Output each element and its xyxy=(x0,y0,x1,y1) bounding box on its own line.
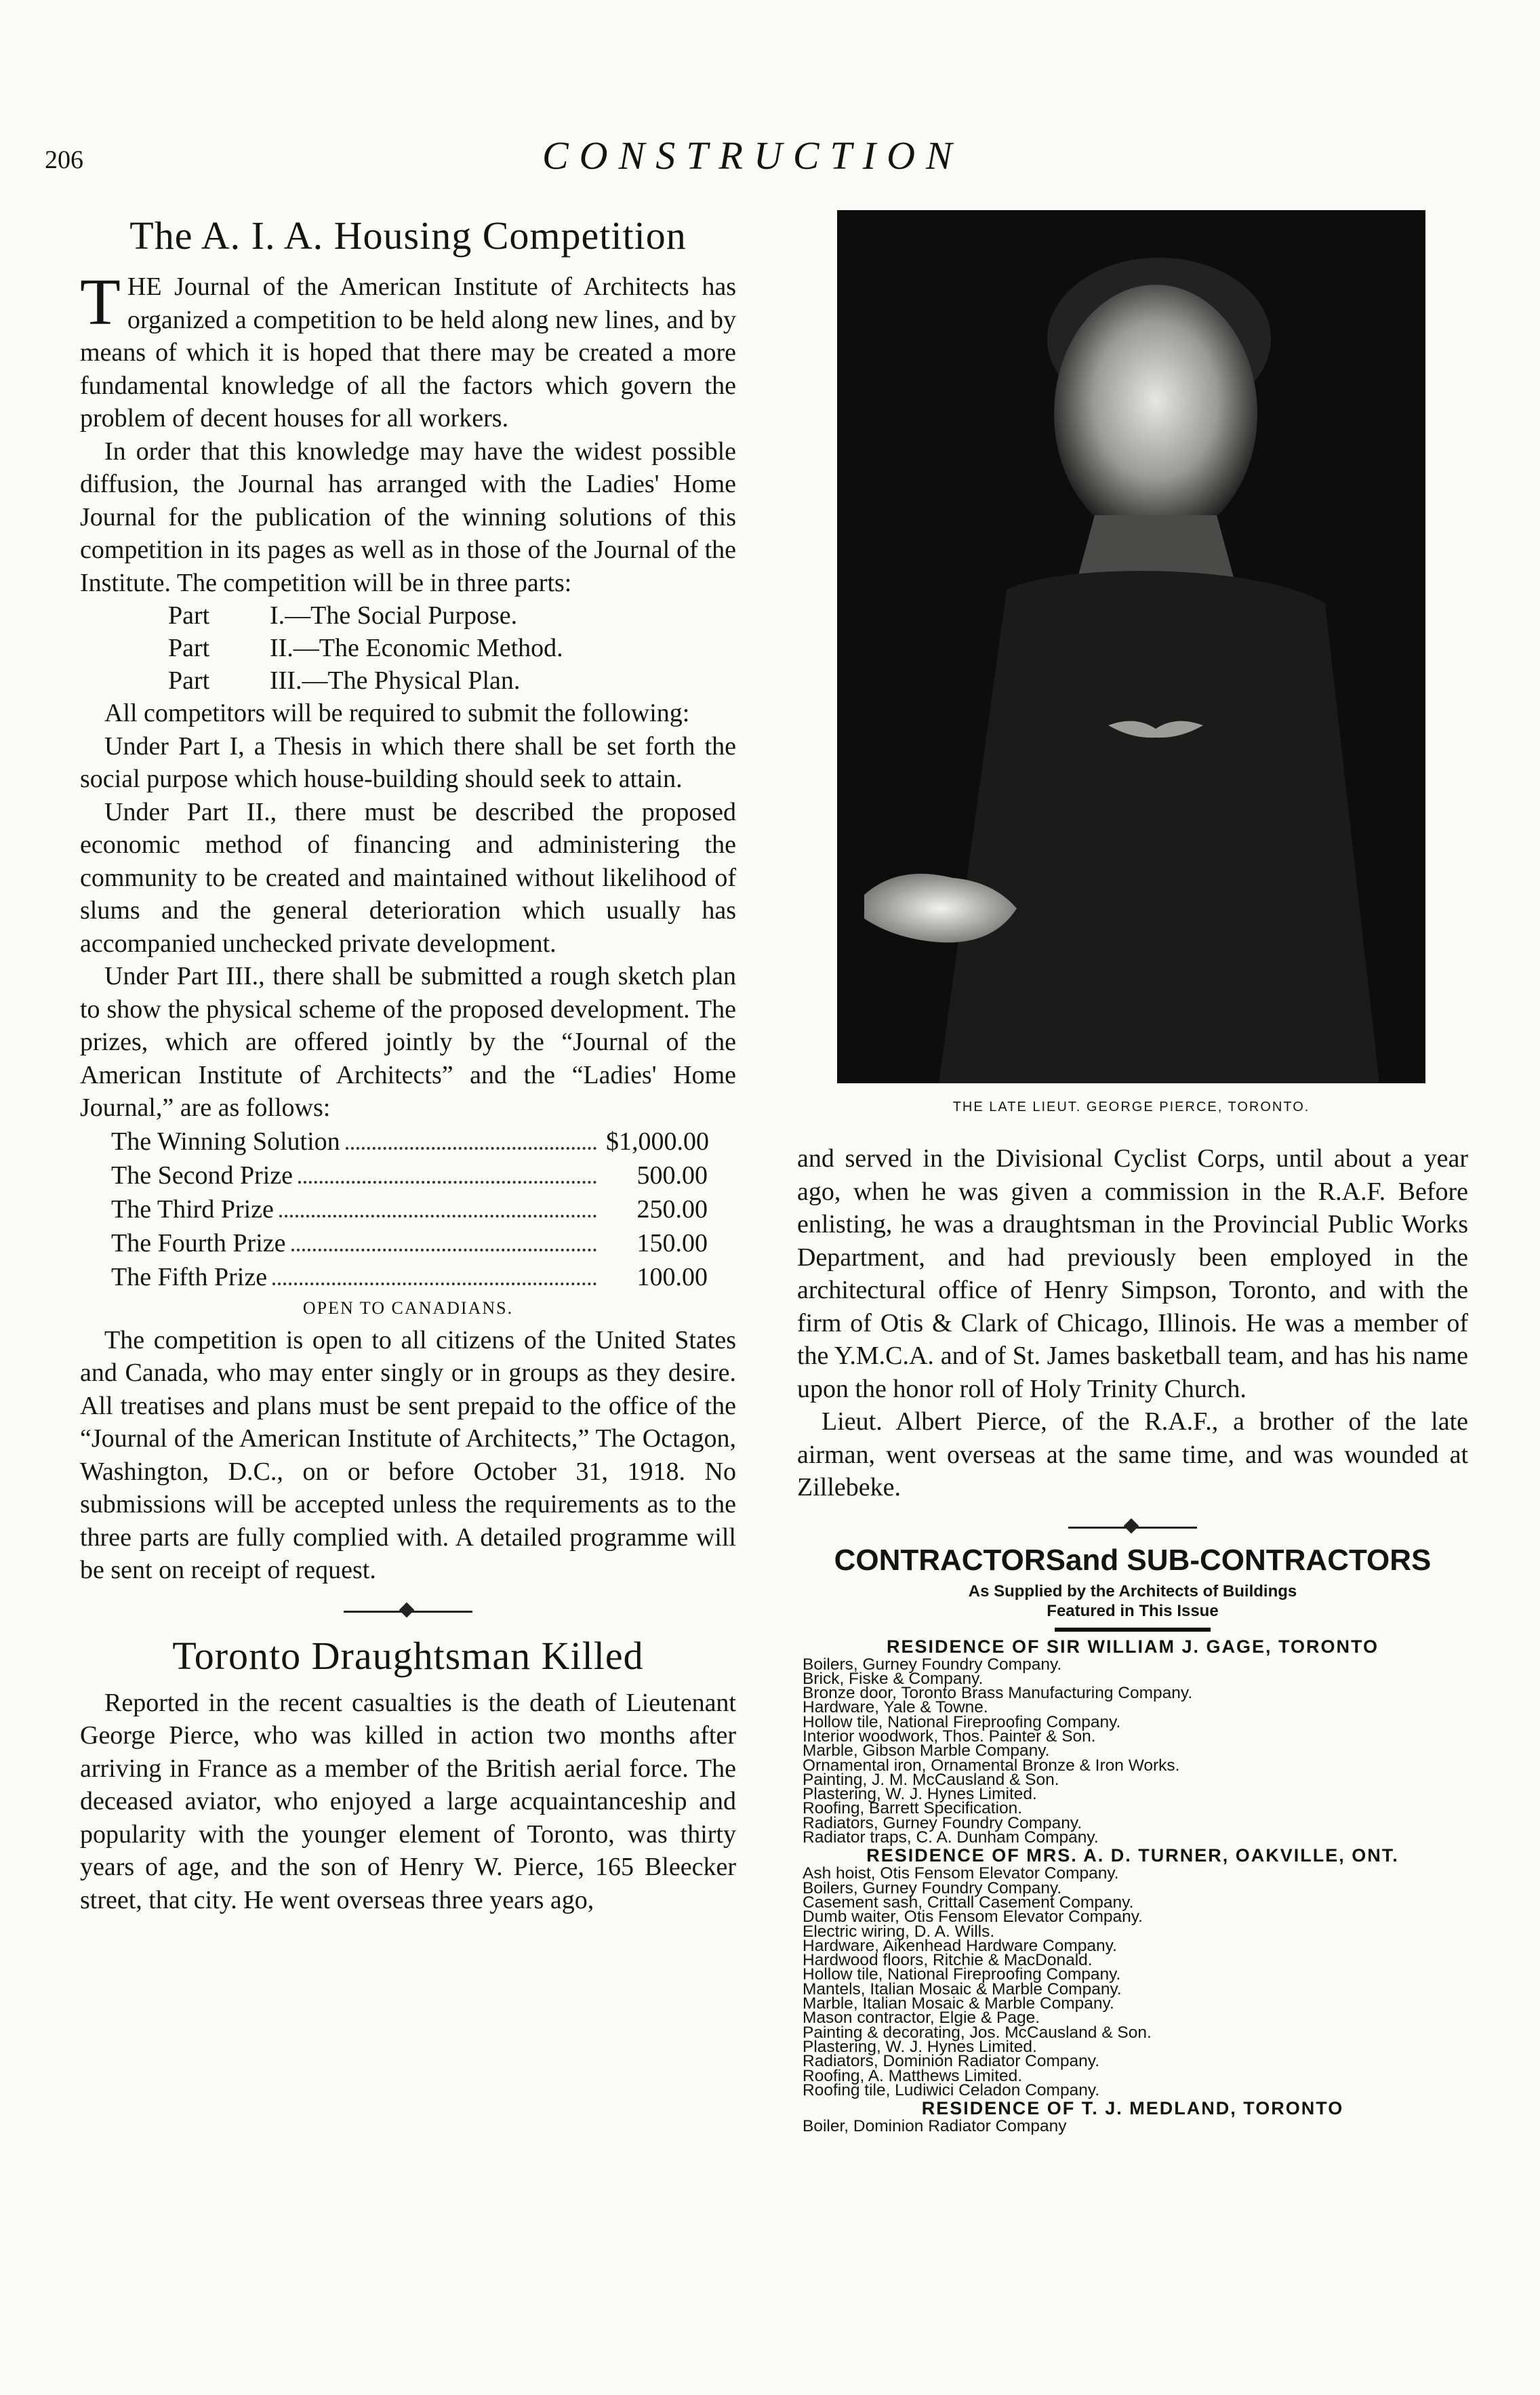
competition-part: Part III.—The Physical Plan. xyxy=(168,666,521,695)
contractors-subtitle-1: As Supplied by the Architects of Buildings xyxy=(968,1582,1297,1601)
contractor-item: Boiler, Dominion Radiator Company xyxy=(803,2117,1067,2136)
contractor-item: Brick, Fiske & Company. xyxy=(803,1669,984,1688)
contractor-item: Electric wiring, D. A. Wills. xyxy=(803,1922,995,1941)
contractor-item: Hollow tile, National Fireproofing Company. xyxy=(803,1965,1121,1984)
housing-paragraph-3: All competitors will be required to submit the following: xyxy=(104,699,690,727)
contractor-item: Marble, Gibson Marble Company. xyxy=(803,1742,1050,1760)
contractor-list-medland xyxy=(797,2117,1468,2136)
competition-parts-list xyxy=(80,599,736,697)
toronto-paragraph-1-continued: and served in the Divisional Cyclist Corps, until about a year ago, when he was given a commission in the R.A.F. Before enlisting, he was a draughtsman in the Provincial Public Works Department, and had previously been employed in the architectural office of Henry Simpson, Toronto, and with the firm of Otis & Clark of Chicago, Illinois. He was a member of the Y.M.C.A. and of St. James basketball team, and has his name upon the honor roll of Holy Trinity Church. xyxy=(797,1144,1468,1403)
prize-table xyxy=(111,1125,708,1294)
contractor-list-turner xyxy=(797,1866,1468,2097)
section-divider xyxy=(1068,1521,1197,1534)
housing-paragraph-4: Under Part I, a Thesis in which there shall be set forth the social purpose which house-building should seek to attain. xyxy=(80,731,736,793)
contractor-item: Interior woodwork, Thos. Painter & Son. xyxy=(803,1727,1096,1746)
page-number: 206 xyxy=(45,146,83,174)
contractor-item: Boilers, Gurney Foundry Company. xyxy=(803,1878,1062,1897)
prize-row: The Fourth Prize 150.00 xyxy=(111,1228,708,1257)
contractor-item: Hollow tile, National Fireproofing Company. xyxy=(803,1712,1121,1731)
housing-paragraph-5: Under Part II., there must be described the proposed economic method of financing and administering the community to be created and maintained without likelihood of slums and the general deterioration which usually has accompanied unchecked private development. xyxy=(80,797,736,958)
contractor-item: Boilers, Gurney Foundry Company. xyxy=(803,1655,1062,1674)
section-divider xyxy=(344,1605,472,1618)
contractor-item: Roofing, Barrett Specification. xyxy=(803,1799,1023,1818)
contractor-item: Painting & decorating, Jos. McCausland & Son. xyxy=(803,2023,1152,2042)
portrait-photo xyxy=(837,210,1425,1083)
contractor-item: Mantels, Italian Mosaic & Marble Company. xyxy=(803,1979,1122,1998)
housing-paragraph-6: Under Part III., there shall be submitted a rough sketch plan to show the physical scheme of the proposed development. The prizes, which are offered jointly by the “Journal of the American Institute of Architects” and the “Ladies' Home Journal,” are as follows: xyxy=(80,962,736,1122)
contractor-item: Marble, Italian Mosaic & Marble Company. xyxy=(803,1994,1114,2013)
portrait-illustration xyxy=(837,210,1425,1083)
contractor-item: Plastering, W. J. Hynes Limited. xyxy=(803,2037,1037,2056)
contractor-item: Mason contractor, Elgie & Page. xyxy=(803,2009,1040,2028)
residence-heading-medland: RESIDENCE OF T. J. MEDLAND, TORONTO xyxy=(921,2098,1344,2119)
contractor-list-gage xyxy=(797,1657,1468,1845)
contractor-item: Roofing, A. Matthews Limited. xyxy=(803,2066,1023,2085)
competition-part: Part I.—The Social Purpose. xyxy=(168,601,518,630)
contractor-item: Radiator traps, C. A. Dunham Company. xyxy=(803,1828,1099,1847)
contractors-subtitle-2: Featured in This Issue xyxy=(1047,1601,1219,1620)
prize-row: The Fifth Prize 100.00 xyxy=(111,1262,708,1291)
right-column xyxy=(797,1142,1468,2136)
housing-article-title: The A. I. A. Housing Competition xyxy=(129,214,687,258)
contractor-item: Painting, J. M. McCausland & Son. xyxy=(803,1770,1059,1789)
prize-row: The Winning Solution $1,000.00 xyxy=(111,1127,709,1156)
contractor-item: Bronze door, Toronto Brass Manufacturing Company. xyxy=(803,1684,1193,1703)
left-column xyxy=(80,213,736,1916)
housing-paragraph-1 xyxy=(80,266,736,435)
running-title: CONSTRUCTION xyxy=(542,134,963,178)
contractor-item: Plastering, W. J. Hynes Limited. xyxy=(803,1785,1037,1804)
open-to-canadians-note: OPEN TO CANADIANS. xyxy=(302,1297,514,1318)
housing-paragraph-7: The competition is open to all citizens of the United States and Canada, who may enter singly or in groups as they desire. All treatises and plans must be sent prepaid to the office of the “Journal of the American Institute of Architects,” The Octagon, Washington, D.C., on or before October 31, 1918. No submissions will be accepted unless the requirements as to the three parts are fully complied with. A detailed programme will be sent on receipt of request. xyxy=(80,1325,736,1584)
contractor-item: Ash hoist, Otis Fensom Elevator Company. xyxy=(803,1864,1119,1883)
contractor-item: Hardware, Aikenhead Hardware Company. xyxy=(803,1936,1117,1955)
contractors-title: CONTRACTORSand SUB-CONTRACTORS xyxy=(834,1543,1432,1577)
contractors-rule xyxy=(1055,1628,1211,1632)
contractor-item: Hardware, Yale & Towne. xyxy=(803,1698,988,1717)
contractor-item: Casement sash, Crittall Casement Company. xyxy=(803,1893,1134,1912)
housing-paragraph-2: In order that this knowledge may have the widest possible diffusion, the Journal has arranged with the Ladies' Home Journal for the publication of the winning solutions of this competition in its pages as well as in those of the Journal of the Institute. The competition will be in three parts: xyxy=(80,437,736,597)
contractor-item: Radiators, Gurney Foundry Company. xyxy=(803,1813,1082,1832)
residence-heading-gage: RESIDENCE OF SIR WILLIAM J. GAGE, TORONTO xyxy=(886,1636,1379,1657)
toronto-paragraph-1: Reported in the recent casualties is the death of Lieutenant George Pierce, who was killed in action two months after arriving in France as a member of the British aerial force. The deceased aviator, who enjoyed a large acquaintanceship and popularity with the younger element of Toronto, was thirty years of age, and the son of Henry W. Pierce, 165 Bleecker street, that city. He went overseas three years ago, xyxy=(80,1688,736,1914)
contractor-item: Roofing tile, Ludiwici Celadon Company. xyxy=(803,2080,1100,2099)
residence-heading-turner: RESIDENCE OF MRS. A. D. TURNER, OAKVILLE, ONT. xyxy=(866,1845,1399,1866)
prize-row: The Third Prize 250.00 xyxy=(111,1194,708,1224)
contractor-item: Radiators, Dominion Radiator Company. xyxy=(803,2052,1100,2071)
prize-row: The Second Prize 500.00 xyxy=(111,1161,708,1190)
toronto-paragraph-2: Lieut. Albert Pierce, of the R.A.F., a brother of the late airman, went overseas at the same time, and was wounded at Zillebeke. xyxy=(797,1407,1468,1502)
housing-paragraph-1-text: HE Journal of the American Institute of Architects has organized a competition to be held along new lines, and by means of which it is hoped that there may be created a more fundamental knowledge of all the factors which govern the problem of decent houses for all workers. xyxy=(80,273,736,432)
competition-part: Part II.—The Economic Method. xyxy=(168,634,563,662)
toronto-article-title: Toronto Draughtsman Killed xyxy=(172,1633,644,1678)
photo-caption: THE LATE LIEUT. GEORGE PIERCE, TORONTO. xyxy=(952,1100,1310,1114)
drop-cap: T xyxy=(80,266,121,339)
contractor-item: Ornamental iron, Ornamental Bronze & Iron Works. xyxy=(803,1756,1180,1775)
contractor-item: Hardwood floors, Ritchie & MacDonald. xyxy=(803,1951,1093,1970)
contractor-item: Dumb waiter, Otis Fensom Elevator Company. xyxy=(803,1908,1143,1927)
